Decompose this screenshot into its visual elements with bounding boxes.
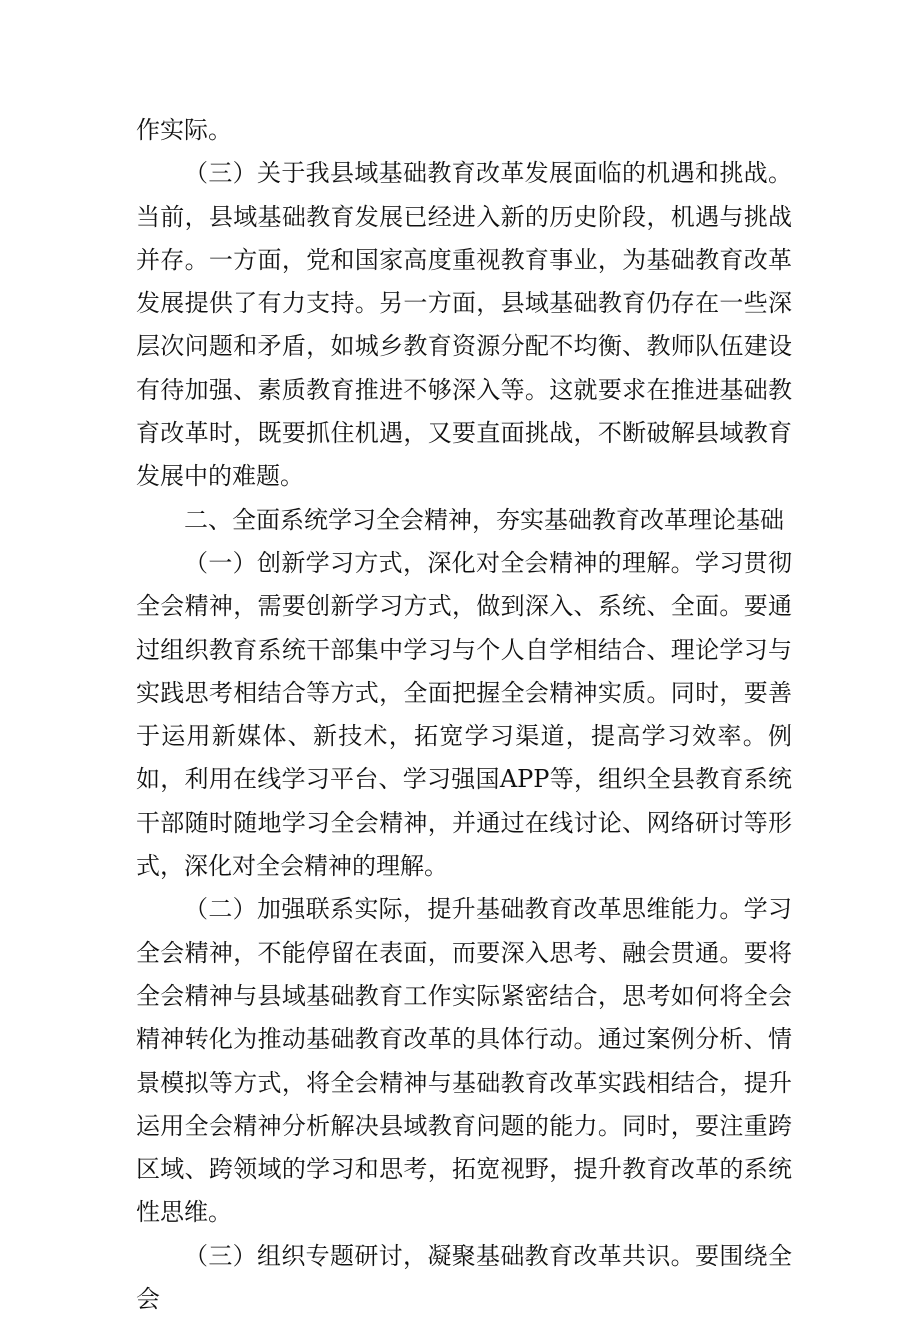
section-heading-two: 二、全面系统学习全会精神，夯实基础教育改革理论基础 <box>184 505 784 534</box>
paragraph-opportunities-challenges: （三）关于我县域基础教育改革发展面临的机遇和挑战。当前，县域基础教育发展已经进入新的历史阶段，机遇与挑战并存。一方面，党和国家高度重视教育事业，为基础教育改革发展提供了有力支持。另一方面，县域基础教育仍存在一些深层次问题和矛盾，如城乡教育资源分配不均衡、教师队伍建设有待加强、素质教育推进不够深入等。这就要求在推进基础教育改革时，既要抓住机遇，又要直面挑战，不断破解县域教育发展中的难题。 <box>136 159 792 491</box>
paragraph-link-practice: （二）加强联系实际，提升基础教育改革思维能力。学习全会精神，不能停留在表面，而要深入思考、融会贯通。要将全会精神与县域基础教育工作实际紧密结合，思考如何将全会精神转化为推动基础教育改革的具体行动。通过案例分析、情景模拟等方式，将全会精神与基础教育改革实践相结合，提升运用全会精神分析解决县域教育问题的能力。同时，要注重跨区域、跨领域的学习和思考，拓宽视野，提升教育改革的系统性思维。 <box>136 895 792 1227</box>
paragraph-continuation: 作实际。 <box>136 116 232 144</box>
paragraph-innovate-learning: （一）创新学习方式，深化对全会精神的理解。学习贯彻全会精神，需要创新学习方式，做到深入、系统、全面。要通过组织教育系统干部集中学习与个人自学相结合、理论学习与实践思考相结合等方式，全面把握全会精神实质。同时，要善于运用新媒体、新技术，拓宽学习渠道，提高学习效率。例如，利用在线学习平台、学习强国APP等，组织全县教育系统干部随时随地学习全会精神，并通过在线讨论、网络研讨等形式，深化对全会精神的理解。 <box>136 548 792 881</box>
document-body <box>136 109 792 1321</box>
paragraph-special-seminar: （三）组织专题研讨，凝聚基础教育改革共识。要围绕全会 <box>136 1241 792 1314</box>
